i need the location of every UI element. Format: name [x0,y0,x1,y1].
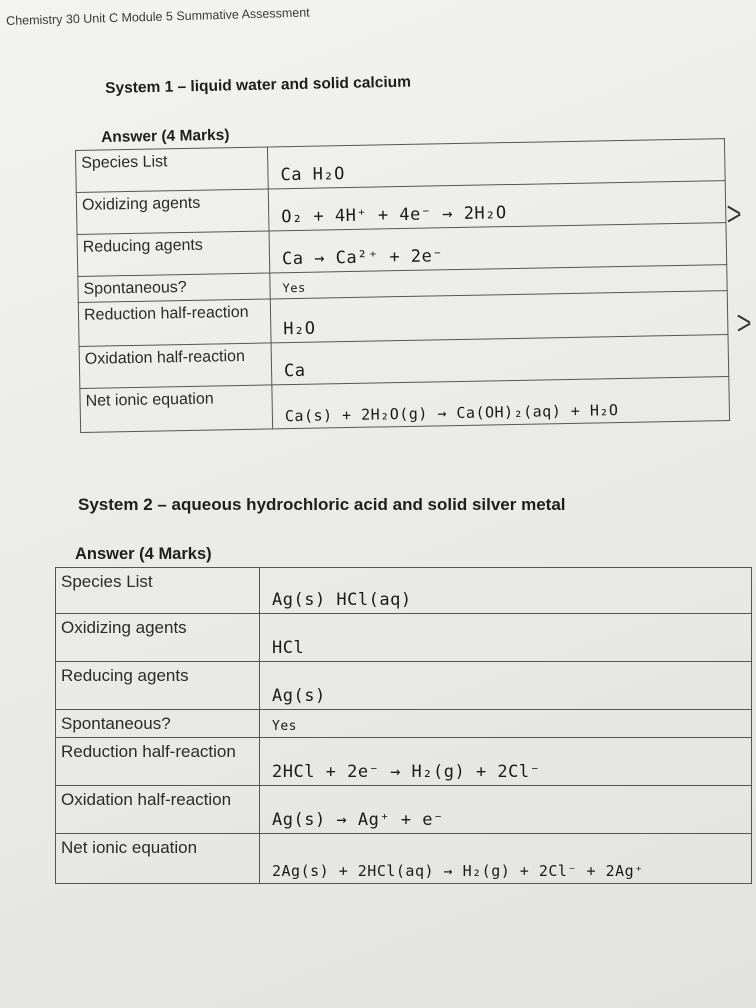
row-label-net-ionic-equation: Net ionic equation [56,834,260,884]
table-row [56,738,752,786]
row-label-reducing-agents: Reducing agents [56,662,260,710]
row-label-spontaneous: Spontaneous? [78,273,270,303]
answer-species-list[interactable]: Ag(s) HCl(aq) [260,568,752,614]
system-1-answer-label: Answer (4 Marks) [101,126,230,146]
row-label-species-list: Species List [56,568,260,614]
page-header: Chemistry 30 Unit C Module 5 Summative Assessment [6,5,310,28]
answer-oxidizing-agents[interactable]: HCl [260,614,752,662]
answer-reduction-half-reaction[interactable]: H₂O [270,291,728,343]
table-row [56,834,752,884]
row-label-reduction-half-reaction: Reduction half-reaction [56,738,260,786]
answer-spontaneous[interactable]: Yes [260,710,752,738]
answer-oxidizing-agents[interactable]: O₂ + 4H⁺ + 4e⁻ → 2H₂O [268,181,726,231]
margin-mark-icon [737,312,753,332]
table-row [56,568,752,614]
table-row [56,710,752,738]
row-label-reduction-half-reaction: Reduction half-reaction [78,299,271,347]
row-label-oxidation-half-reaction: Oxidation half-reaction [56,786,260,834]
system-1-answer-table [75,138,730,433]
answer-reducing-agents[interactable]: Ag(s) [260,662,752,710]
answer-species-list[interactable]: Ca H₂O [267,139,725,189]
row-label-net-ionic-equation: Net ionic equation [80,385,273,433]
system-2-title: System 2 – aqueous hydrochloric acid and solid silver metal [78,495,566,514]
row-label-reducing-agents: Reducing agents [77,231,270,277]
row-label-oxidation-half-reaction: Oxidation half-reaction [79,343,272,389]
row-label-oxidizing-agents: Oxidizing agents [76,189,269,235]
system-1-title: System 1 – liquid water and solid calcium [105,73,412,97]
answer-reduction-half-reaction[interactable]: 2HCl + 2e⁻ → H₂(g) + 2Cl⁻ [260,738,752,786]
row-label-oxidizing-agents: Oxidizing agents [56,614,260,662]
system-2-answer-label: Answer (4 Marks) [75,545,212,563]
table-row [56,786,752,834]
answer-reducing-agents[interactable]: Ca → Ca²⁺ + 2e⁻ [269,223,727,273]
answer-net-ionic-equation[interactable]: Ca(s) + 2H₂O(g) → Ca(OH)₂(aq) + H₂O [272,377,730,429]
row-label-spontaneous: Spontaneous? [56,710,260,738]
table-row [56,662,752,710]
answer-net-ionic-equation[interactable]: 2Ag(s) + 2HCl(aq) → H₂(g) + 2Cl⁻ + 2Ag⁺ [260,834,752,884]
row-label-species-list: Species List [76,147,269,193]
margin-mark-icon [727,203,743,223]
answer-oxidation-half-reaction[interactable]: Ag(s) → Ag⁺ + e⁻ [260,786,752,834]
answer-oxidation-half-reaction[interactable]: Ca [271,335,729,385]
system-2-answer-table [55,567,752,884]
answer-spontaneous[interactable]: Yes [270,265,727,299]
table-row [56,614,752,662]
